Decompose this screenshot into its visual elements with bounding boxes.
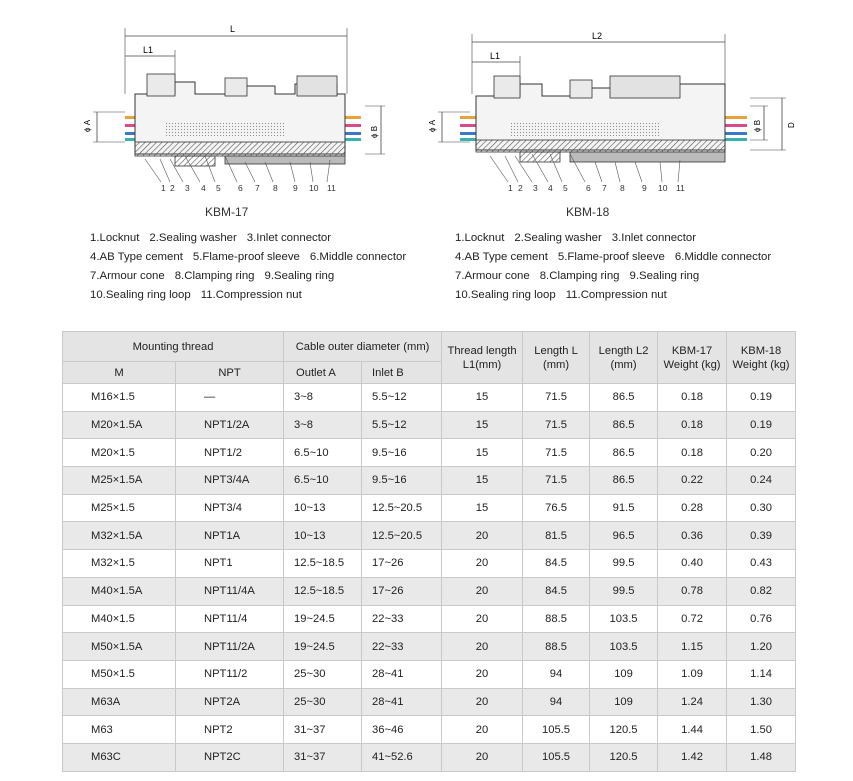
cell-thread-length: 20 bbox=[442, 633, 523, 661]
header-line: (mm) bbox=[542, 358, 570, 371]
legend-item: 1.Locknut bbox=[455, 232, 505, 244]
legend-item: 5.Flame-proof sleeve bbox=[192, 251, 300, 263]
cell-npt: NPT11/2 bbox=[176, 660, 284, 688]
cell-npt: NPT2C bbox=[176, 743, 284, 771]
header-line: Thread length bbox=[447, 344, 517, 357]
table-row bbox=[63, 467, 796, 495]
cell-npt: NPT3/4 bbox=[176, 494, 284, 522]
legend-line bbox=[90, 229, 406, 248]
legend-item: 11.Compression nut bbox=[565, 289, 667, 301]
cell-thread-length: 20 bbox=[442, 577, 523, 605]
part-number-label: 5 bbox=[563, 183, 568, 193]
header-line: (mm) bbox=[610, 358, 637, 371]
table-row bbox=[63, 716, 796, 744]
cell-inlet-b: 12.5~20.5 bbox=[362, 522, 442, 550]
cell-thread-length: 20 bbox=[442, 522, 523, 550]
legend-line bbox=[90, 267, 406, 286]
cell-length-l2: 109 bbox=[590, 660, 658, 688]
cell-length-l: 81.5 bbox=[523, 522, 590, 550]
cell-inlet-b: 5.5~12 bbox=[362, 384, 442, 412]
part-number-label: 2 bbox=[170, 183, 175, 193]
cell-npt: — bbox=[176, 384, 284, 412]
legend-item: 10.Sealing ring loop bbox=[455, 289, 556, 301]
legend-item: 4.AB Type cement bbox=[90, 251, 183, 263]
dim-label-phi-a: ϕ A bbox=[428, 119, 437, 132]
kbm17-caption: KBM-17 bbox=[205, 205, 249, 219]
cell-kbm18-weight: 0.30 bbox=[727, 494, 796, 522]
part-number-label: 4 bbox=[548, 183, 553, 193]
part-number-label: 7 bbox=[602, 183, 607, 193]
table-row bbox=[63, 494, 796, 522]
cell-kbm17-weight: 1.42 bbox=[658, 743, 727, 771]
cell-length-l: 105.5 bbox=[523, 716, 590, 744]
part-number-label: 8 bbox=[620, 183, 625, 193]
part-number-label: 9 bbox=[642, 183, 647, 193]
legend-item: 9.Sealing ring bbox=[264, 270, 335, 282]
cell-m: M32×1.5 bbox=[63, 550, 176, 578]
cell-kbm18-weight: 1.14 bbox=[727, 660, 796, 688]
cell-kbm17-weight: 0.40 bbox=[658, 550, 727, 578]
header-cable-outer-diameter: Cable outer diameter (mm) bbox=[284, 332, 442, 362]
cell-length-l2: 103.5 bbox=[590, 633, 658, 661]
legend-item: 6.Middle connector bbox=[309, 251, 407, 263]
cell-kbm18-weight: 0.43 bbox=[727, 550, 796, 578]
legend-item: 6.Middle connector bbox=[674, 251, 772, 263]
part-number-label: 4 bbox=[201, 183, 206, 193]
table-row bbox=[63, 577, 796, 605]
part-number-label: 9 bbox=[293, 183, 298, 193]
legend-line bbox=[455, 286, 771, 305]
cell-kbm17-weight: 0.36 bbox=[658, 522, 727, 550]
cell-m: M40×1.5 bbox=[63, 605, 176, 633]
cell-inlet-b: 9.5~16 bbox=[362, 467, 442, 495]
cell-m: M50×1.5A bbox=[63, 633, 176, 661]
cell-outlet-a: 10~13 bbox=[284, 494, 362, 522]
cell-length-l2: 96.5 bbox=[590, 522, 658, 550]
cell-kbm18-weight: 1.30 bbox=[727, 688, 796, 716]
cell-outlet-a: 31~37 bbox=[284, 743, 362, 771]
cell-length-l2: 120.5 bbox=[590, 743, 658, 771]
cell-outlet-a: 19~24.5 bbox=[284, 605, 362, 633]
part-number-label: 6 bbox=[238, 183, 243, 193]
part-number-label: 5 bbox=[216, 183, 221, 193]
kbm18-parts-legend bbox=[455, 229, 771, 305]
header-line: KBM-17 bbox=[671, 344, 713, 357]
cell-npt: NPT1/2A bbox=[176, 411, 284, 439]
legend-item: 8.Clamping ring bbox=[539, 270, 620, 282]
legend-item: 2.Sealing washer bbox=[149, 232, 237, 244]
cell-kbm18-weight: 1.50 bbox=[727, 716, 796, 744]
legend-item: 8.Clamping ring bbox=[174, 270, 255, 282]
cell-kbm18-weight: 1.48 bbox=[727, 743, 796, 771]
cell-m: M50×1.5 bbox=[63, 660, 176, 688]
cell-length-l2: 99.5 bbox=[590, 550, 658, 578]
legend-item: 5.Flame-proof sleeve bbox=[557, 251, 665, 263]
cell-inlet-b: 41~52.6 bbox=[362, 743, 442, 771]
cell-length-l2: 86.5 bbox=[590, 384, 658, 412]
part-number-label: 11 bbox=[327, 183, 336, 193]
table-row bbox=[63, 633, 796, 661]
legend-item: 3.Inlet connector bbox=[246, 232, 332, 244]
cell-length-l2: 109 bbox=[590, 688, 658, 716]
cell-thread-length: 20 bbox=[442, 605, 523, 633]
cell-length-l: 71.5 bbox=[523, 384, 590, 412]
cell-npt: NPT1A bbox=[176, 522, 284, 550]
cell-length-l2: 86.5 bbox=[590, 467, 658, 495]
table-row bbox=[63, 605, 796, 633]
cell-length-l: 71.5 bbox=[523, 467, 590, 495]
table-row bbox=[63, 688, 796, 716]
cell-outlet-a: 3~8 bbox=[284, 384, 362, 412]
header-line: L1(mm) bbox=[462, 358, 502, 371]
cell-npt: NPT11/4 bbox=[176, 605, 284, 633]
legend-item: 4.AB Type cement bbox=[455, 251, 548, 263]
dim-label-l1: L1 bbox=[490, 51, 501, 61]
cell-kbm17-weight: 0.28 bbox=[658, 494, 727, 522]
cell-length-l: 94 bbox=[523, 660, 590, 688]
cell-length-l2: 86.5 bbox=[590, 411, 658, 439]
cell-length-l: 94 bbox=[523, 688, 590, 716]
cell-length-l: 84.5 bbox=[523, 577, 590, 605]
cell-outlet-a: 6.5~10 bbox=[284, 467, 362, 495]
cell-m: M63C bbox=[63, 743, 176, 771]
dim-label-phi-a: ϕ A bbox=[83, 119, 92, 132]
legend-item: 1.Locknut bbox=[90, 232, 140, 244]
cell-length-l2: 120.5 bbox=[590, 716, 658, 744]
table-row bbox=[63, 411, 796, 439]
header-m: M bbox=[63, 362, 176, 384]
cell-kbm17-weight: 0.72 bbox=[658, 605, 727, 633]
cell-npt: NPT2A bbox=[176, 688, 284, 716]
cell-m: M20×1.5 bbox=[63, 439, 176, 467]
cell-kbm18-weight: 0.24 bbox=[727, 467, 796, 495]
cell-kbm17-weight: 1.24 bbox=[658, 688, 727, 716]
cell-npt: NPT3/4A bbox=[176, 467, 284, 495]
cell-length-l2: 86.5 bbox=[590, 439, 658, 467]
dim-label-d: D bbox=[787, 122, 796, 128]
cell-thread-length: 15 bbox=[442, 411, 523, 439]
cell-kbm18-weight: 1.20 bbox=[727, 633, 796, 661]
kbm17-drawing bbox=[75, 14, 395, 204]
header-mounting-thread: Mounting thread bbox=[63, 332, 284, 362]
legend-item: 2.Sealing washer bbox=[514, 232, 602, 244]
kbm18-caption: KBM-18 bbox=[566, 205, 610, 219]
header-kbm18-weight bbox=[727, 332, 796, 384]
kbm17-parts-legend bbox=[90, 229, 406, 305]
cell-m: M16×1.5 bbox=[63, 384, 176, 412]
cell-inlet-b: 36~46 bbox=[362, 716, 442, 744]
header-kbm17-weight bbox=[658, 332, 727, 384]
legend-item: 3.Inlet connector bbox=[611, 232, 697, 244]
part-number-label: 6 bbox=[586, 183, 591, 193]
cell-length-l: 71.5 bbox=[523, 411, 590, 439]
legend-item: 10.Sealing ring loop bbox=[90, 289, 191, 301]
dim-label-l: L bbox=[230, 24, 236, 34]
cell-npt: NPT1 bbox=[176, 550, 284, 578]
cell-inlet-b: 17~26 bbox=[362, 550, 442, 578]
cell-m: M63 bbox=[63, 716, 176, 744]
table-row bbox=[63, 550, 796, 578]
cell-outlet-a: 12.5~18.5 bbox=[284, 577, 362, 605]
cell-inlet-b: 12.5~20.5 bbox=[362, 494, 442, 522]
table-header bbox=[63, 332, 796, 384]
header-line: Length L bbox=[534, 344, 578, 357]
cell-thread-length: 15 bbox=[442, 384, 523, 412]
cell-kbm17-weight: 1.44 bbox=[658, 716, 727, 744]
cell-thread-length: 20 bbox=[442, 688, 523, 716]
cell-thread-length: 20 bbox=[442, 743, 523, 771]
cell-outlet-a: 3~8 bbox=[284, 411, 362, 439]
cell-kbm18-weight: 0.19 bbox=[727, 411, 796, 439]
cell-inlet-b: 28~41 bbox=[362, 660, 442, 688]
cell-npt: NPT11/4A bbox=[176, 577, 284, 605]
cell-m: M20×1.5A bbox=[63, 411, 176, 439]
cell-length-l: 88.5 bbox=[523, 633, 590, 661]
cell-length-l2: 103.5 bbox=[590, 605, 658, 633]
cell-kbm17-weight: 0.78 bbox=[658, 577, 727, 605]
cell-inlet-b: 17~26 bbox=[362, 577, 442, 605]
cell-inlet-b: 9.5~16 bbox=[362, 439, 442, 467]
cell-m: M25×1.5 bbox=[63, 494, 176, 522]
legend-line bbox=[90, 248, 406, 267]
legend-item: 7.Armour cone bbox=[90, 270, 165, 282]
part-number-label: 11 bbox=[676, 183, 685, 193]
part-number-label: 3 bbox=[533, 183, 538, 193]
cell-thread-length: 15 bbox=[442, 494, 523, 522]
cell-inlet-b: 5.5~12 bbox=[362, 411, 442, 439]
legend-item: 11.Compression nut bbox=[200, 289, 302, 301]
cell-outlet-a: 25~30 bbox=[284, 688, 362, 716]
header-line: Length L2 bbox=[598, 344, 649, 357]
cell-inlet-b: 22~33 bbox=[362, 605, 442, 633]
cell-kbm17-weight: 0.18 bbox=[658, 439, 727, 467]
table-row bbox=[63, 439, 796, 467]
part-number-label: 3 bbox=[185, 183, 190, 193]
part-number-label: 2 bbox=[518, 183, 523, 193]
cell-m: M63A bbox=[63, 688, 176, 716]
cell-length-l: 84.5 bbox=[523, 550, 590, 578]
dim-label-l1: L1 bbox=[143, 45, 154, 55]
dim-label-l2: L2 bbox=[592, 31, 603, 41]
part-number-label: 8 bbox=[273, 183, 278, 193]
cell-kbm17-weight: 0.18 bbox=[658, 384, 727, 412]
cell-length-l: 76.5 bbox=[523, 494, 590, 522]
legend-line bbox=[455, 229, 771, 248]
header-line: Weight (kg) bbox=[732, 358, 790, 371]
cell-outlet-a: 31~37 bbox=[284, 716, 362, 744]
cell-kbm17-weight: 0.18 bbox=[658, 411, 727, 439]
kbm18-drawing bbox=[420, 14, 800, 204]
cell-inlet-b: 22~33 bbox=[362, 633, 442, 661]
legend-item: 9.Sealing ring bbox=[629, 270, 700, 282]
table-body bbox=[63, 384, 796, 772]
cell-kbm17-weight: 1.09 bbox=[658, 660, 727, 688]
cell-npt: NPT2 bbox=[176, 716, 284, 744]
legend-item: 7.Armour cone bbox=[455, 270, 530, 282]
cell-kbm17-weight: 1.15 bbox=[658, 633, 727, 661]
part-number-label: 10 bbox=[309, 183, 319, 193]
part-number-label: 10 bbox=[658, 183, 668, 193]
header-length-l bbox=[523, 332, 590, 384]
cell-kbm18-weight: 0.20 bbox=[727, 439, 796, 467]
cell-kbm18-weight: 0.82 bbox=[727, 577, 796, 605]
cell-thread-length: 15 bbox=[442, 439, 523, 467]
specification-table bbox=[62, 331, 796, 772]
cell-kbm17-weight: 0.22 bbox=[658, 467, 727, 495]
legend-line bbox=[455, 267, 771, 286]
dim-label-phi-b: ϕ B bbox=[753, 119, 762, 132]
cell-outlet-a: 12.5~18.5 bbox=[284, 550, 362, 578]
cell-length-l2: 91.5 bbox=[590, 494, 658, 522]
table-row bbox=[63, 743, 796, 771]
cell-kbm18-weight: 0.39 bbox=[727, 522, 796, 550]
table-row bbox=[63, 384, 796, 412]
header-line: Weight (kg) bbox=[663, 358, 721, 371]
cell-m: M32×1.5A bbox=[63, 522, 176, 550]
cell-length-l: 105.5 bbox=[523, 743, 590, 771]
cell-thread-length: 15 bbox=[442, 467, 523, 495]
header-npt: NPT bbox=[176, 362, 284, 384]
header-line: KBM-18 bbox=[740, 344, 782, 357]
cell-m: M25×1.5A bbox=[63, 467, 176, 495]
cell-npt: NPT1/2 bbox=[176, 439, 284, 467]
table-row bbox=[63, 522, 796, 550]
cell-npt: NPT11/2A bbox=[176, 633, 284, 661]
part-number-label: 1 bbox=[508, 183, 513, 193]
cell-thread-length: 20 bbox=[442, 550, 523, 578]
dim-label-phi-b: ϕ B bbox=[370, 125, 379, 138]
legend-line bbox=[90, 286, 406, 305]
cell-thread-length: 20 bbox=[442, 660, 523, 688]
header-inlet-b: Inlet B bbox=[362, 362, 442, 384]
cell-outlet-a: 10~13 bbox=[284, 522, 362, 550]
cell-length-l2: 99.5 bbox=[590, 577, 658, 605]
cell-length-l: 71.5 bbox=[523, 439, 590, 467]
cell-m: M40×1.5A bbox=[63, 577, 176, 605]
header-outlet-a: Outlet A bbox=[284, 362, 362, 384]
table-row bbox=[63, 660, 796, 688]
part-number-label: 7 bbox=[255, 183, 260, 193]
header-thread-length bbox=[442, 332, 523, 384]
part-number-label: 1 bbox=[161, 183, 166, 193]
cell-outlet-a: 6.5~10 bbox=[284, 439, 362, 467]
cell-kbm18-weight: 0.76 bbox=[727, 605, 796, 633]
cell-outlet-a: 19~24.5 bbox=[284, 633, 362, 661]
cell-inlet-b: 28~41 bbox=[362, 688, 442, 716]
cell-thread-length: 20 bbox=[442, 716, 523, 744]
cell-outlet-a: 25~30 bbox=[284, 660, 362, 688]
legend-line bbox=[455, 248, 771, 267]
header-length-l2 bbox=[590, 332, 658, 384]
cell-kbm18-weight: 0.19 bbox=[727, 384, 796, 412]
cell-length-l: 88.5 bbox=[523, 605, 590, 633]
